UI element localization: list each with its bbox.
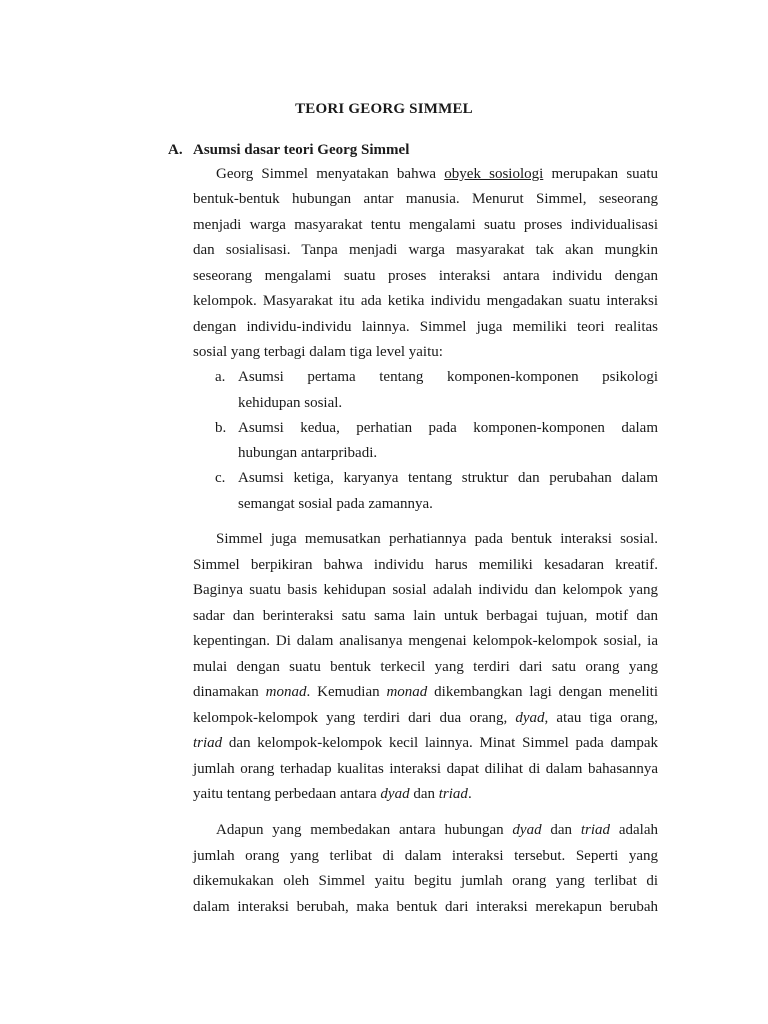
text-segment: kelompok-kelompok yang terdiri dari dua orang, xyxy=(193,710,516,726)
list-item-line: Asumsi kedua, perhatian pada komponen-komponen dalam xyxy=(238,420,658,436)
paragraph-1-line-1 xyxy=(216,165,658,183)
text-segment: . Kemudian xyxy=(306,684,387,700)
list-item-marker: c. xyxy=(215,470,226,486)
list-item-marker: b. xyxy=(215,420,227,436)
text-segment: dan xyxy=(541,822,581,838)
text-segment: , atau tiga orang, xyxy=(544,710,658,726)
text-segment: dan xyxy=(409,786,439,802)
text-segment: merupakan suatu xyxy=(543,166,658,182)
list-item-line: Asumsi pertama tentang komponen-komponen psikologi xyxy=(238,369,658,385)
italic-term: triad xyxy=(580,822,611,838)
italic-term: triad xyxy=(438,786,468,802)
paragraph-3-line-3: dikemukakan oleh Simmel yaitu begitu jumlah orang yang terlibat di xyxy=(193,873,658,889)
paragraph-3-line-1 xyxy=(216,821,658,839)
italic-term: dyad xyxy=(512,822,542,838)
underlined-term: obyek sosiologi xyxy=(444,166,544,182)
paragraph-2-line-2: Simmel berpikiran bahwa individu harus memiliki kesadaran kreatif. xyxy=(193,557,658,573)
section-heading xyxy=(168,142,409,159)
italic-term: monad xyxy=(386,684,428,700)
paragraph-1-line-5: seseorang mengalami suatu proses interaksi antara individu dengan xyxy=(193,268,658,284)
paragraph-2-line-7 xyxy=(193,683,658,701)
text-segment: adalah xyxy=(610,822,658,838)
paragraph-2-line-4: sadar dan berinteraksi satu sama lain untuk berbagai tujuan, motif dan xyxy=(193,608,658,624)
paragraph-1-line-2: bentuk-bentuk hubungan antar manusia. Menurut Simmel, seseorang xyxy=(193,191,658,207)
paragraph-2-line-9 xyxy=(193,734,658,752)
italic-term: dyad xyxy=(515,710,545,726)
list-item-marker: a. xyxy=(215,369,226,385)
italic-term: triad xyxy=(193,735,223,751)
italic-term: monad xyxy=(265,684,307,700)
text-segment: dinamakan xyxy=(193,684,266,700)
paragraph-1-line-8: sosial yang terbagi dalam tiga level yaitu: xyxy=(193,344,443,360)
text-segment: Adapun yang membedakan antara hubungan xyxy=(216,822,513,838)
list-item-line: Asumsi ketiga, karyanya tentang struktur dan perubahan dalam xyxy=(238,470,658,486)
list-item-line: kehidupan sosial. xyxy=(238,395,343,411)
paragraph-2-line-1: Simmel juga memusatkan perhatiannya pada bentuk interaksi sosial. xyxy=(216,531,658,547)
paragraph-2-line-3: Baginya suatu basis kehidupan sosial adalah individu dan kelompok yang xyxy=(193,582,658,598)
paragraph-1-line-3: menjadi warga masyarakat tentu mengalami suatu proses individualisasi xyxy=(193,217,658,233)
text-segment: yaitu tentang perbedaan antara xyxy=(193,786,381,802)
page-title: TEORI GEORG SIMMEL xyxy=(295,101,473,117)
paragraph-2-line-8 xyxy=(193,709,658,727)
list-item-line: semangat sosial pada zamannya. xyxy=(238,496,433,512)
list-item-line: hubungan antarpribadi. xyxy=(238,445,378,461)
paragraph-2-line-5: kepentingan. Di dalam analisanya mengenai kelompok-kelompok sosial, ia xyxy=(193,633,658,649)
text-segment: dikembangkan lagi dengan meneliti xyxy=(427,684,659,700)
text-segment: Georg Simmel menyatakan bahwa xyxy=(216,166,445,182)
paragraph-1-line-7: dengan individu-individu lainnya. Simmel juga memiliki teori realitas xyxy=(193,319,658,335)
paragraph-1-line-6: kelompok. Masyarakat itu ada ketika individu mengadakan suatu interaksi xyxy=(193,293,658,309)
text-segment: dan kelompok-kelompok kecil lainnya. Minat Simmel pada dampak xyxy=(222,735,658,751)
italic-term: dyad xyxy=(380,786,410,802)
paragraph-2-line-11 xyxy=(193,785,658,803)
section-heading-text: Asumsi dasar teori Georg Simmel xyxy=(193,142,410,158)
paragraph-2-line-6: mulai dengan suatu bentuk terkecil yang terdiri dari satu orang yang xyxy=(193,659,658,675)
paragraph-3-line-2: jumlah orang yang terlibat di dalam interaksi tersebut. Seperti yang xyxy=(193,848,658,864)
paragraph-1-line-4: dan sosialisasi. Tanpa menjadi warga masyarakat tak akan mungkin xyxy=(193,242,658,258)
text-segment: . xyxy=(467,786,472,802)
paragraph-2-line-10: jumlah orang terhadap kualitas interaksi dapat dilihat di dalam bahasannya xyxy=(193,761,658,777)
paragraph-3-line-4: dalam interaksi berubah, maka bentuk dari interaksi merekapun berubah xyxy=(193,899,658,915)
section-letter: A. xyxy=(168,142,183,158)
